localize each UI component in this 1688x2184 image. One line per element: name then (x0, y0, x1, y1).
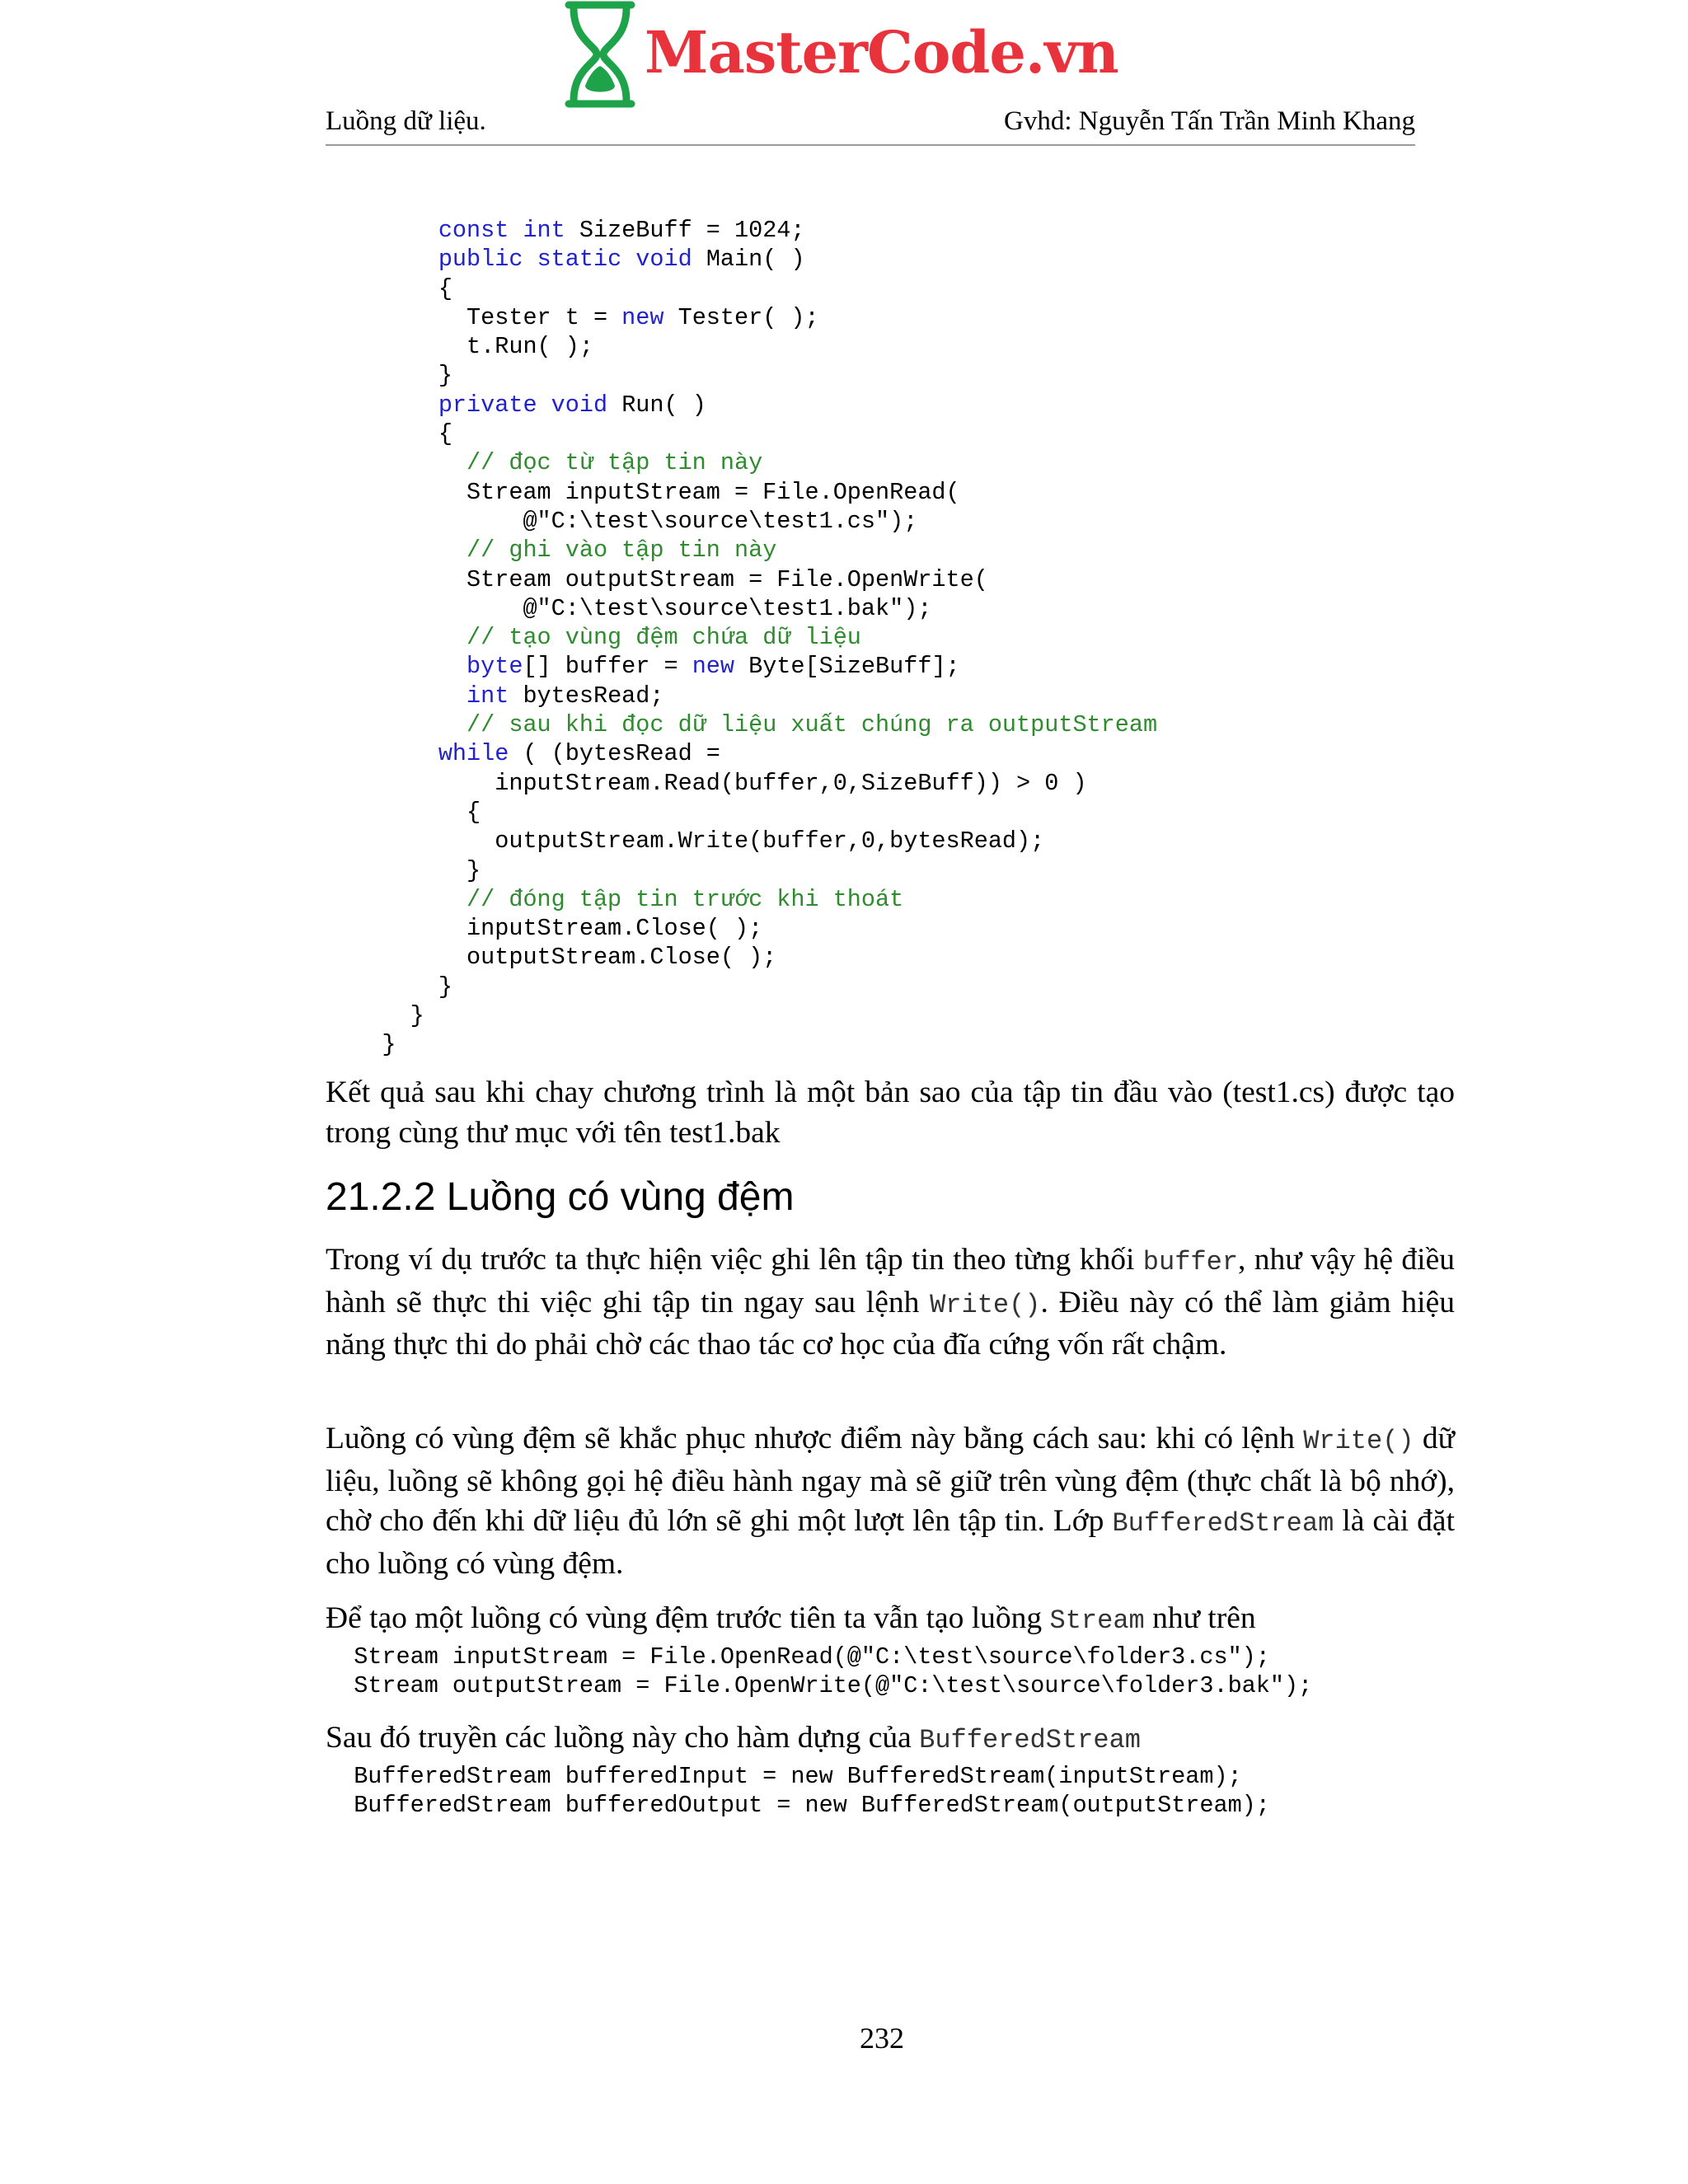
page-header (326, 103, 1415, 146)
code-line (326, 973, 452, 1001)
code-text (621, 246, 635, 273)
hourglass-icon (560, 0, 640, 109)
code-line (326, 304, 819, 331)
inline-code: Stream (1049, 1605, 1145, 1636)
code-text (326, 217, 438, 244)
code-line: Stream outputStream = File.OpenWrite(@"C:\test\source\folder3.bak"); (326, 1672, 1313, 1700)
code-keyword: private (438, 391, 537, 419)
paragraph-2 (326, 1419, 1455, 1584)
inline-code: buffer (1142, 1247, 1239, 1277)
paragraph-result: Kết quả sau khi chay chương trình là một bản sao của tập tin đầu vào (test1.cs) được tạo trong cùng thư mục với tên test1.bak (326, 1076, 1455, 1150)
code-line (326, 1002, 424, 1029)
code-text: } (326, 1031, 396, 1059)
code-block-main (326, 216, 1157, 1060)
code-line (326, 799, 481, 826)
code-keyword: static (537, 246, 622, 274)
code-text: @"C:\test\source\test1.bak"); (326, 594, 932, 622)
code-line (326, 420, 452, 448)
code-keyword: public (438, 246, 523, 274)
code-text: [] buffer = (523, 653, 692, 681)
code-text (326, 537, 467, 564)
code-text (326, 886, 467, 913)
code-line (326, 275, 452, 302)
text-run: . Điều này có thể làm giảm hiệu năng thực thi do phải chờ các thao tác cơ học của đĩa cứng vốn rất chậm. (326, 1285, 1455, 1361)
code-line (326, 246, 805, 273)
code-keyword: while (438, 740, 509, 768)
code-text: t.Run( ); (326, 333, 593, 361)
code-line: Stream inputStream = File.OpenRead(@"C:\test\source\folder3.cs"); (326, 1643, 1270, 1671)
text-run: Luồng có vùng đệm sẽ khắc phục nhược điểm này bằng cách sau: khi có lệnh (326, 1422, 1304, 1455)
code-text (326, 653, 467, 680)
code-text: } (326, 362, 452, 390)
code-text (509, 217, 523, 244)
code-line (326, 391, 706, 419)
code-line: BufferedStream bufferedOutput = new BufferedStream(outputStream); (326, 1792, 1270, 1820)
header-instructor: Gvhd: Nguyễn Tấn Trần Minh Khang (1004, 106, 1415, 136)
code-text: @"C:\test\source\test1.cs"); (326, 507, 918, 535)
code-comment: // đọc từ tập tin này (467, 449, 763, 477)
code-text: Main( ) (692, 246, 805, 274)
code-line (326, 827, 1044, 855)
inline-code: Write() (1303, 1426, 1414, 1456)
code-text: Tester( ); (663, 303, 819, 331)
code-text: } (326, 1002, 424, 1030)
code-line (326, 508, 917, 535)
code-block-streams (326, 1643, 1312, 1701)
page-number: 232 (860, 2022, 904, 2055)
code-comment: // sau khi đọc dữ liệu xuất chúng ra outputStream (467, 711, 1158, 739)
text-run: dữ liệu, luồng sẽ không gọi hệ điều hành ngay mà sẽ giữ trên vùng đệm (thực chất là bộ nhớ), chờ cho đến khi dữ liệu đủ lớn sẽ ghi một lượt lên tập tin. Lớp (326, 1422, 1456, 1538)
inline-code: Write() (930, 1289, 1041, 1320)
code-text: ( (bytesRead = (509, 740, 720, 768)
code-text: outputStream.Close( ); (326, 944, 777, 972)
code-comment: // tạo vùng đệm chứa dữ liệu (467, 624, 861, 652)
code-line (326, 1031, 396, 1058)
code-line (326, 595, 931, 622)
paragraph-1 (326, 1240, 1455, 1366)
code-keyword: void (635, 246, 692, 274)
code-line (326, 682, 663, 710)
code-text: bytesRead; (509, 682, 664, 710)
code-text: { (326, 274, 452, 302)
code-block-buffered (326, 1762, 1270, 1821)
code-text: inputStream.Read(buffer,0,SizeBuff)) > 0 ) (326, 769, 1087, 797)
code-text: Run( ) (607, 391, 706, 419)
logo (560, 0, 1154, 111)
code-line (326, 333, 593, 360)
code-line (326, 944, 776, 971)
code-text: Stream outputStream = File.OpenWrite( (326, 565, 988, 593)
code-text: { (326, 420, 452, 448)
inline-code: BufferedStream (919, 1725, 1141, 1755)
code-line (326, 537, 776, 564)
section-heading: 21.2.2 Luồng có vùng đệm (326, 1175, 795, 1219)
document-page (326, 0, 1455, 2184)
code-text (326, 391, 438, 419)
code-line (326, 653, 960, 680)
code-text (326, 711, 467, 738)
code-keyword: int (523, 217, 565, 244)
inline-code: BufferedStream (1112, 1508, 1334, 1539)
code-keyword: new (692, 653, 734, 681)
code-text: outputStream.Write(buffer,0,bytesRead); (326, 827, 1045, 855)
code-keyword: int (467, 682, 509, 710)
paragraph-3 (326, 1599, 1455, 1642)
logo-brand-text: MasterCode.vn (645, 18, 1118, 87)
code-text (326, 682, 467, 710)
text-run: như trên (1144, 1601, 1256, 1635)
code-keyword: void (551, 391, 608, 419)
header-chapter-title: Luồng dữ liệu. (326, 106, 486, 136)
code-line (326, 566, 988, 593)
code-line (326, 857, 481, 884)
code-text (326, 246, 438, 273)
code-comment: // đóng tập tin trước khi thoát (467, 885, 904, 913)
code-text: } (326, 856, 481, 884)
code-text: Tester t = (326, 303, 622, 331)
code-line (326, 711, 1157, 738)
code-text: Byte[SizeBuff]; (734, 653, 960, 681)
code-line (326, 217, 805, 244)
code-text (537, 391, 551, 419)
code-text (326, 624, 467, 651)
text-run: Sau đó truyền các luồng này cho hàm dựng của (326, 1721, 920, 1755)
code-text: { (326, 798, 481, 826)
code-line (326, 770, 1087, 797)
code-line (326, 915, 762, 942)
code-text: SizeBuff = 1024; (565, 217, 805, 244)
code-text: } (326, 972, 452, 1001)
code-text: inputStream.Close( ); (326, 915, 763, 943)
text-run: , như vậy hệ điều hành sẽ thực thi việc ghi tập tin ngay sau lệnh (326, 1243, 1455, 1319)
code-text (326, 449, 467, 476)
code-line (326, 740, 720, 767)
text-run: Để tạo một luồng có vùng đệm trước tiên ta vẫn tạo luồng (326, 1601, 1050, 1635)
code-line (326, 362, 452, 389)
code-comment: // ghi vào tập tin này (467, 537, 777, 565)
text-run: là cài đặt cho luồng có vùng đệm. (326, 1504, 1455, 1581)
text-run: Trong ví dụ trước ta thực hiện việc ghi lên tập tin theo từng khối (326, 1243, 1143, 1277)
code-text: Stream inputStream = File.OpenRead( (326, 478, 960, 506)
code-keyword: new (621, 303, 664, 331)
code-line (326, 886, 903, 913)
paragraph-4 (326, 1718, 1455, 1761)
code-keyword: const (438, 217, 509, 244)
code-keyword: byte (467, 653, 523, 681)
code-line (326, 624, 861, 651)
code-text (523, 246, 537, 273)
code-line (326, 479, 960, 506)
code-line (326, 449, 762, 476)
code-text (326, 740, 438, 767)
code-line: BufferedStream bufferedInput = new BufferedStream(inputStream); (326, 1763, 1242, 1790)
